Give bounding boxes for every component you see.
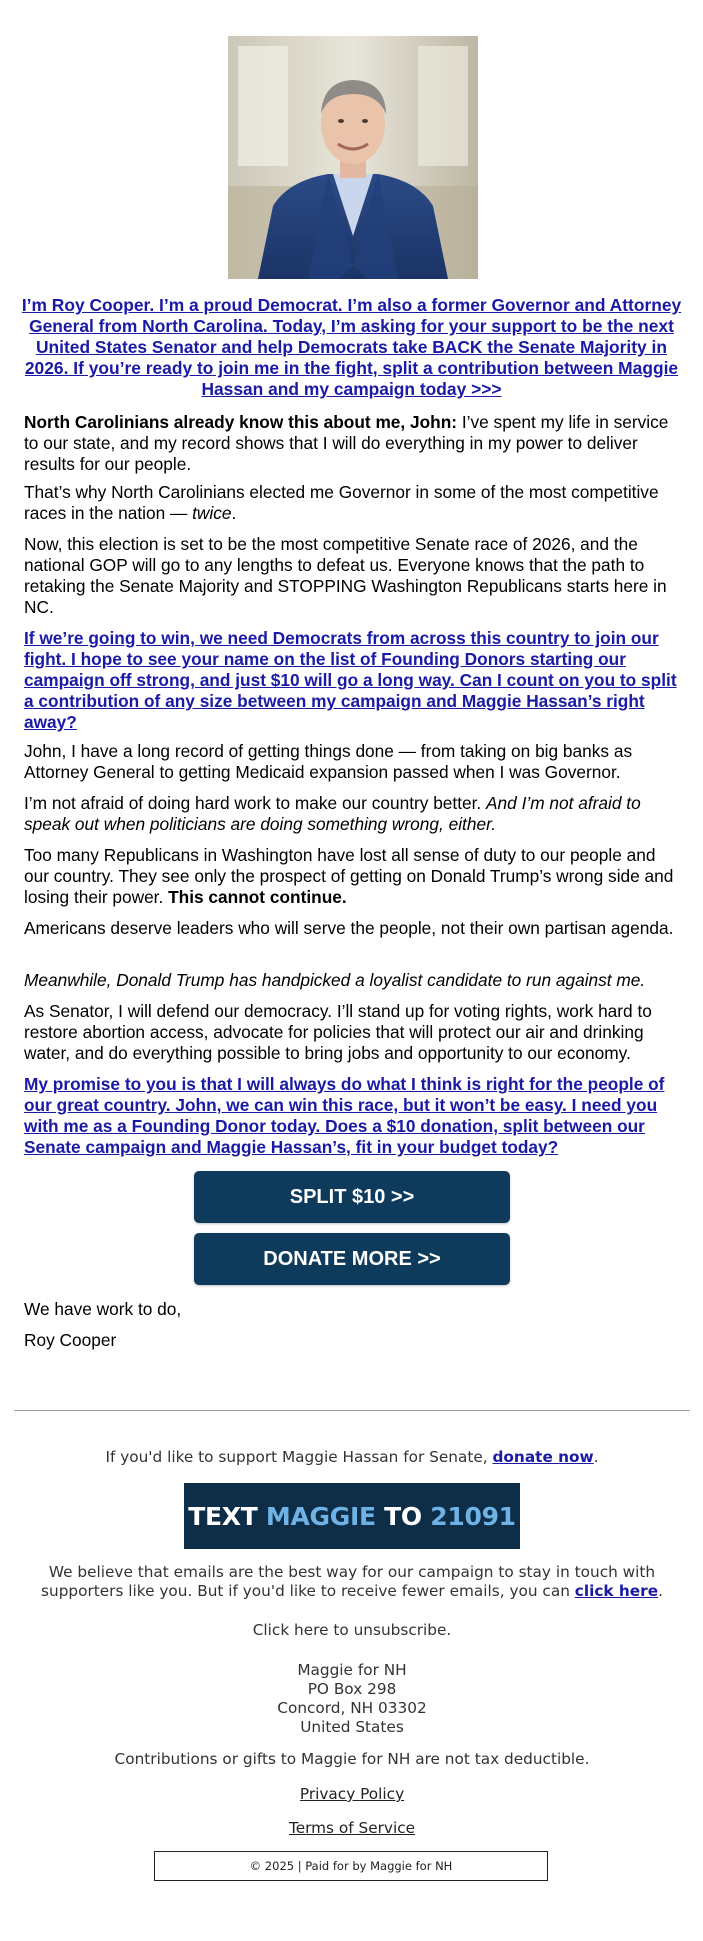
banner-name: MAGGIE [265, 1501, 376, 1531]
support-end: . [593, 1448, 599, 1466]
founding-donors-link[interactable]: If we’re going to win, we need Democrats from across this country to join our fight. I hope to see your name on the list of Founding Donors starting our campaign off strong, and just $10 will go a long way. Can I count on you to split a contribution of any size between my campaign and Maggie Hassan’s right away? [24, 628, 677, 732]
unsubscribe-link[interactable]: Click here to unsubscribe. [252, 1621, 452, 1639]
copyright-text: © 2025 | Paid for by Maggie for NH [249, 1859, 453, 1873]
terms-of-service-link[interactable]: Terms of Service [288, 1819, 416, 1837]
footer-divider [14, 1410, 690, 1411]
paragraph-2-end: . [231, 503, 237, 523]
donate-now-link[interactable]: donate now [492, 1448, 594, 1466]
paragraph-7-bold: This cannot continue. [168, 887, 347, 907]
text-maggie-banner[interactable] [184, 1483, 520, 1549]
paragraph-9 [24, 970, 680, 991]
paragraph-10: As Senator, I will defend our democracy. I’ll stand up for voting rights, work hard to restore abortion access, advocate for policies that will protect our air and drinking water, and do everything possible to bring jobs and opportunity to our economy. [24, 1001, 652, 1063]
fewer-emails-end: . [658, 1582, 663, 1600]
support-line [14, 1448, 690, 1467]
split-10-button[interactable]: SPLIT $10 >> [194, 1171, 510, 1223]
signature: Roy Cooper [24, 1330, 117, 1350]
fewer-emails-line [14, 1563, 690, 1601]
paragraph-6-italic: And I’m not afraid to speak out when politicians are doing something wrong, either. [24, 793, 641, 834]
founding-donor-promise-link[interactable]: My promise to you is that I will always do what I think is right for the people of our great country. John, we can win this race, but it won’t be easy. I need you with me as a Founding Donor today. Does a $10 donation, split between our Senate campaign and Maggie Hassan’s, fit in your budget today? [24, 1074, 665, 1157]
intro-link[interactable]: I’m Roy Cooper. I’m a proud Democrat. I’m also a former Governor and Attorney General from North Carolina. Today, I’m asking for your support to be the next United States Senator and help Democrats take BACK the Senate Majority in 2026. If you’re ready to join me in the fight, split a contribution between Maggie Hassan and my campaign today >>> [21, 295, 682, 399]
address-line-2: PO Box 298 [307, 1680, 397, 1698]
click-here-link[interactable]: click here [574, 1582, 659, 1600]
paragraph-7 [24, 845, 680, 908]
paragraph-1-bold: North Carolinians already know this about me, John: [24, 412, 458, 432]
paragraph-8: Americans deserve leaders who will serve the people, not their own partisan agenda. [24, 918, 674, 938]
candidate-photo [228, 36, 478, 279]
paragraph-7-text: Too many Republicans in Washington have lost all sense of duty to our people and our country. They see only the prospect of getting on Donald Trump’s wrong side and losing their power. [24, 845, 674, 907]
address-line-4: United States [300, 1718, 404, 1736]
paragraph-5: John, I have a long record of getting things done — from taking on big banks as Attorney General to getting Medicaid expansion passed when I was Governor. [24, 741, 633, 782]
paragraph-6-text: I’m not afraid of doing hard work to make our country better. [24, 793, 487, 813]
banner-number: 21091 [430, 1501, 516, 1531]
fewer-emails-text: We believe that emails are the best way for our campaign to stay in touch with supporters like you. But if you'd like to receive fewer emails, you can [41, 1563, 656, 1600]
mailing-address [14, 1661, 690, 1737]
banner-text-word: TEXT [188, 1501, 258, 1531]
paragraph-2-text: That’s why North Carolinians elected me Governor in some of the most competitive races in the nation — [24, 482, 659, 523]
signoff-line: We have work to do, [24, 1299, 182, 1319]
paragraph-1 [24, 412, 680, 475]
privacy-policy-wrap [14, 1785, 690, 1804]
paragraph-2-italic: twice [192, 503, 232, 523]
address-line-3: Concord, NH 03302 [277, 1699, 427, 1717]
copyright-box [154, 1851, 548, 1881]
tax-note: Contributions or gifts to Maggie for NH are not tax deductible. [114, 1750, 590, 1768]
paragraph-9-italic: Meanwhile, Donald Trump has handpicked a loyalist candidate to run against me. [24, 970, 646, 990]
candidate-portrait-image [228, 36, 478, 279]
terms-wrap [14, 1819, 690, 1838]
donate-more-button[interactable]: DONATE MORE >> [194, 1233, 510, 1285]
support-text: If you'd like to support Maggie Hassan for Senate, [105, 1448, 493, 1466]
privacy-policy-link[interactable]: Privacy Policy [299, 1785, 405, 1803]
address-line-1: Maggie for NH [297, 1661, 407, 1679]
paragraph-1-text: I’ve spent my life in service to our state, and my record shows that I will do everything in my power to deliver results for our people. [24, 412, 669, 474]
paragraph-2 [24, 482, 680, 524]
paragraph-3: Now, this election is set to be the most competitive Senate race of 2026, and the national GOP will go to any lengths to defeat us. Everyone knows that the path to retaking the Senate Majority and STOPPING Washington Republicans starts here in NC. [24, 534, 667, 617]
banner-to: TO [384, 1501, 422, 1531]
paragraph-6 [24, 793, 680, 835]
